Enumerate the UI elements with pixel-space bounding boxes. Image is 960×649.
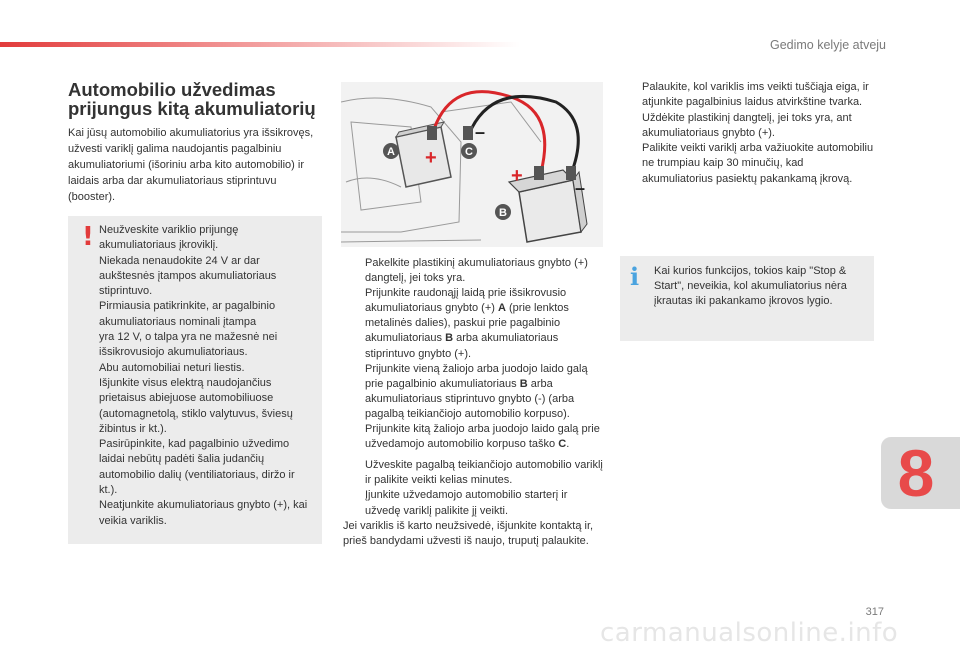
plus-sign: + [425, 147, 437, 169]
retry-note: Jei variklis iš karto neužsivedė, išjunkite kontaktą ir, prieš bandydami užvesti iš naujo, truputį palaukite. [343, 519, 594, 547]
section-intro: Kai jūsų automobilio akumuliatorius yra išsikrovęs, užvesti variklį galima naudojantis pagalbiniu akumuliatoriumi (išoriniu arba kito automobilio) ir laidais arba dar akumuliatoriaus stiprintuvu (booster). [68, 127, 314, 203]
warning-paragraph: Neatjunkite akumuliatoriaus gnybto (+), kai veikia variklis. [99, 499, 308, 527]
page-number: 317 [865, 606, 884, 618]
steps-column-2 [343, 256, 605, 549]
jump-start-diagram [341, 82, 603, 247]
steps-column-3 [620, 80, 876, 187]
minus-sign: – [475, 122, 486, 142]
warning-icon: ! [82, 222, 94, 252]
step-item: Palikite veikti variklį arba važiuokite automobiliu ne trumpiau kaip 30 minučių, kad akumuliatorius pasiektų pakankamą įkrovą. [642, 142, 874, 185]
jump-start-illustration [341, 82, 603, 247]
info-text: Kai kurios funkcijos, tokios kaip "Stop & Start", neveikia, kol akumuliatorius nėra įkrautas iki pakankamo įkrovos lygio. [654, 265, 847, 308]
header-accent-bar [0, 42, 520, 47]
plus-sign: + [511, 165, 523, 187]
step-item: Prijunkite kitą žaliojo arba juodojo laido galą prie užvedamojo automobilio korpuso taško C. [365, 423, 600, 451]
warning-paragraph: Niekada nenaudokite 24 V ar dar aukštesnės įtampos akumuliatoriaus stiprintuvo. [99, 254, 277, 298]
label-a: A [387, 146, 395, 158]
warning-paragraph: Neužveskite variklio prijungę akumuliatoriaus įkroviklį. [99, 224, 239, 252]
step-item: Pakelkite plastikinį akumuliatoriaus gnybto (+) dangtelį, jei toks yra. [365, 257, 588, 285]
section-title: Automobilio užvedimas prijungus kitą akumuliatorių [68, 79, 316, 119]
watermark: carmanualsonline.info [600, 618, 899, 648]
minus-sign: – [575, 178, 586, 198]
warning-text [99, 223, 314, 529]
warning-paragraph: Abu automobiliai neturi liestis. [99, 361, 245, 374]
label-b: B [499, 207, 507, 219]
warning-paragraph: Pasirūpinkite, kad pagalbinio užvedimo laidai nebūtų padėti šalia judančių automobilio dalių (ventiliatoriaus, diržo ir kt.). [99, 438, 295, 497]
chapter-header-title: Gedimo kelyje atveju [769, 38, 886, 52]
warning-box [68, 216, 322, 544]
step-item: Prijunkite vieną žaliojo arba juodojo laido galą prie pagalbinio akumuliatoriaus B arba akumuliatoriaus stiprintuvo gnybto (-) (arba pagalbą teikiančiojo automobilio korpuso). [365, 362, 588, 420]
step-item: Prijunkite raudonąjį laidą prie išsikrovusio akumuliatoriaus gnybto (+) A (prie lenktos metalinės dalies), paskui prie pagalbinio akumuliatoriaus B arba akumuliatoriaus stiprintuvo gnybto (+). [365, 287, 569, 360]
warning-paragraph: Pirmiausia patikrinkite, ar pagalbinio akumuliatoriaus nominali įtampa yra 12 V, o talpa yra ne mažesnė nei išsikrovusiojo akumuliatoriaus. [99, 300, 278, 359]
info-icon: i [630, 262, 640, 291]
step-item: Palaukite, kol variklis ims veikti tuščiąja eiga, ir atjunkite pagalbinius laidus atvirkštine tvarka. [642, 81, 869, 109]
warning-paragraph: Išjunkite visus elektrą naudojančius prietaisus abiejuose automobiliuose (automagnetolą, stiklo valytuvus, šviesų žibintus ir kt.). [99, 376, 293, 435]
chapter-number: 8 [897, 436, 935, 510]
label-c: C [465, 146, 473, 158]
step-item: Uždėkite plastikinį dangtelį, jei toks yra, ant akumuliatoriaus gnybto (+). [642, 111, 852, 139]
info-box [620, 256, 874, 341]
step-item: Įjunkite užvedamojo automobilio starterį ir užvedę variklį palikite jį veikti. [365, 489, 568, 517]
step-item: Užveskite pagalbą teikiančiojo automobilio variklį ir palikite veikti kelias minutes. [365, 459, 603, 487]
